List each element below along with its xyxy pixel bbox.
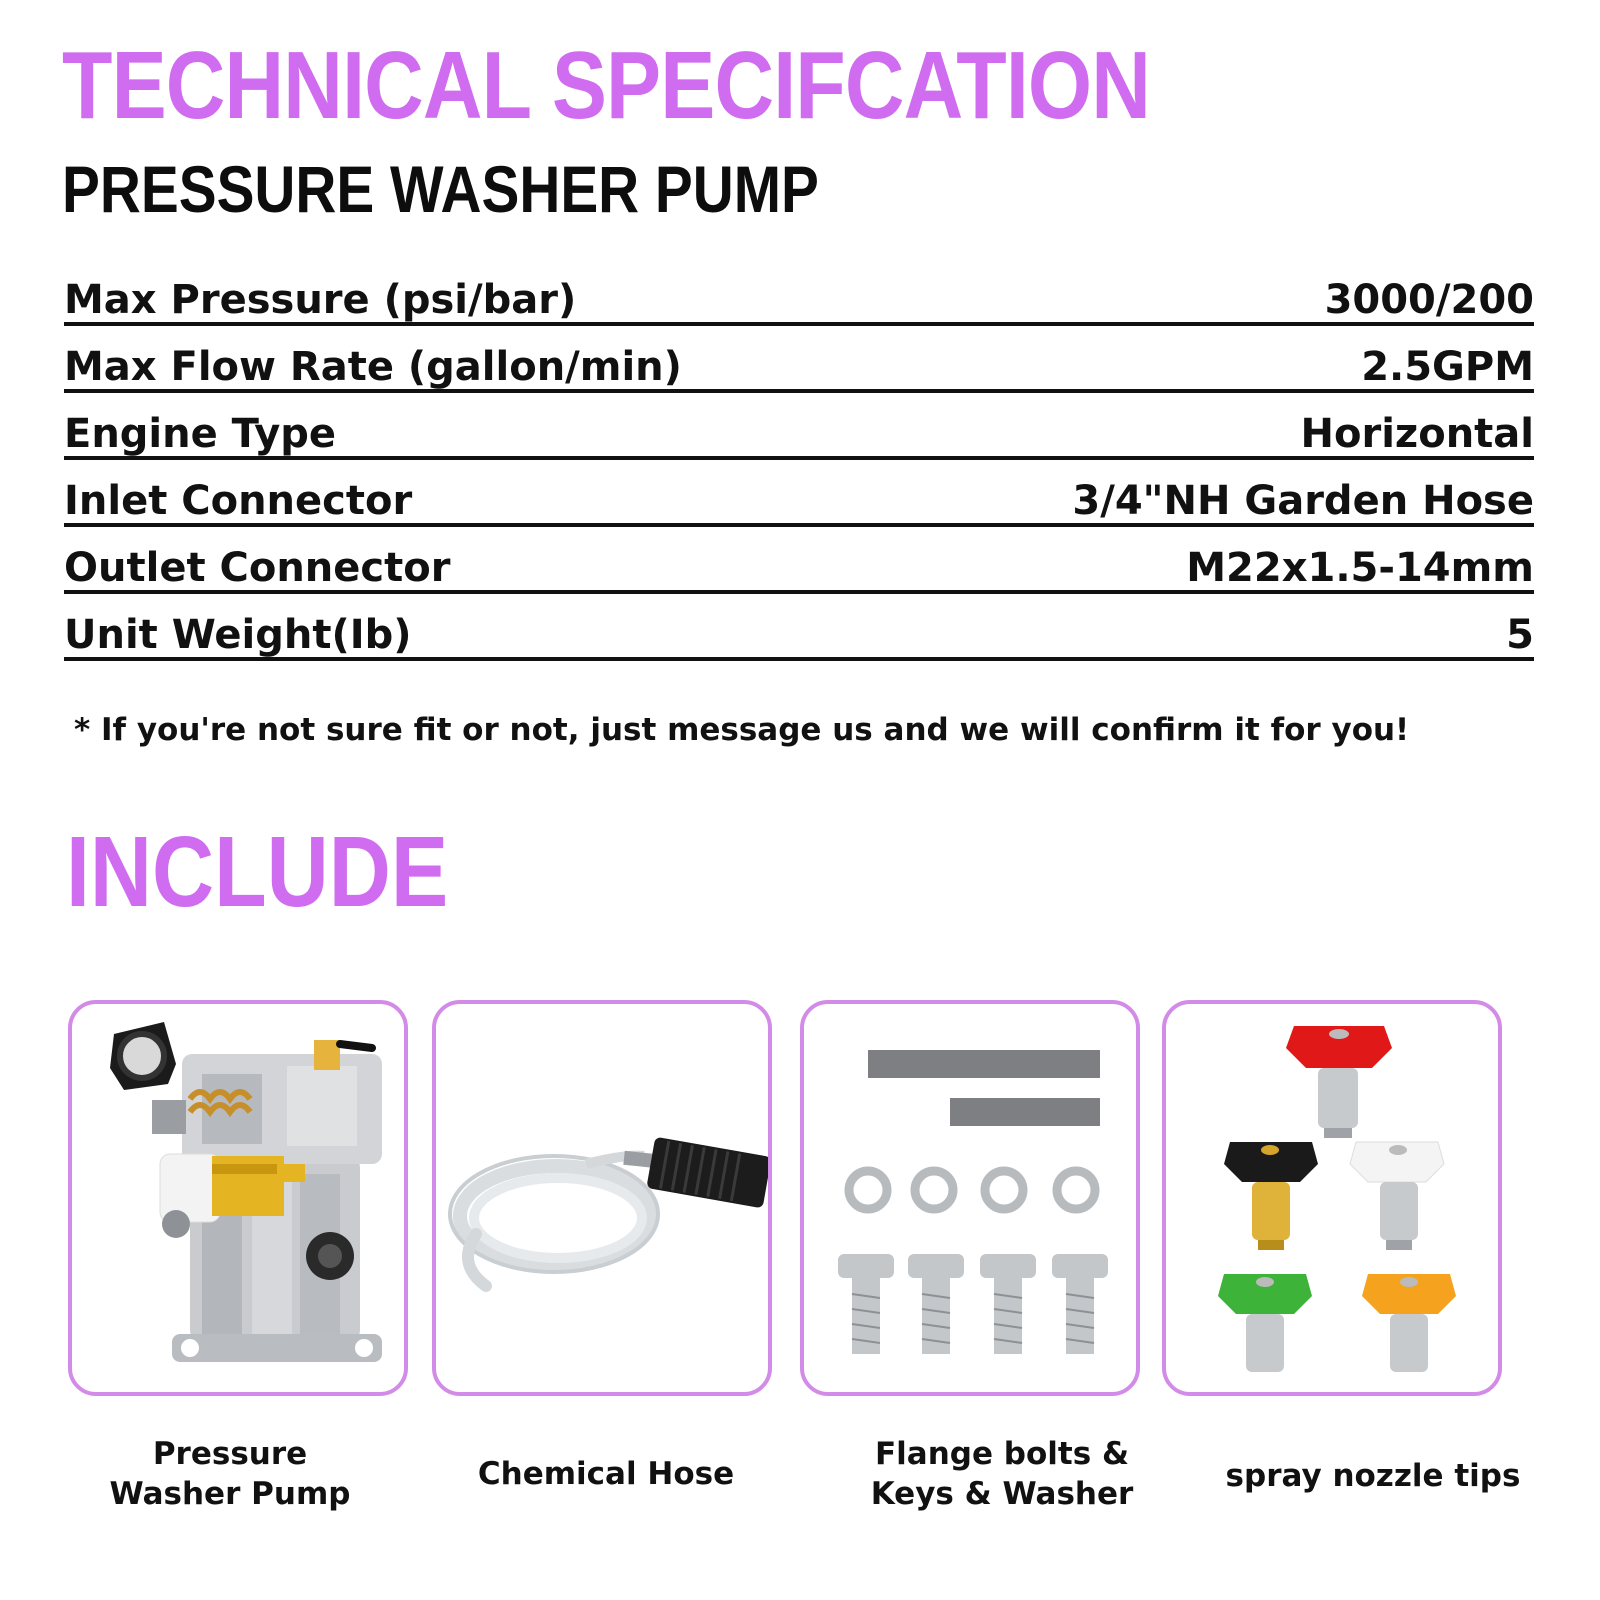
chemical-hose-image: [436, 1004, 772, 1396]
caption-line: Washer Pump: [109, 1476, 351, 1512]
pressure-washer-pump-image: [72, 1004, 408, 1396]
caption-line: Chemical Hose: [477, 1456, 735, 1492]
spec-label: Max Pressure (psi/bar): [64, 277, 577, 323]
nozzle-white: [1350, 1142, 1444, 1250]
spec-label: Outlet Connector: [64, 545, 451, 591]
include-title: INCLUDE: [66, 816, 449, 928]
spec-value: 3000/200: [1324, 277, 1534, 323]
spray-nozzle-tips-image: [1166, 1004, 1502, 1396]
page-title: TECHNICAL SPECIFCATION: [62, 32, 1151, 139]
spec-label: Unit Weight(Ib): [64, 612, 412, 658]
caption-pump: [60, 1434, 400, 1514]
caption-line: Pressure: [152, 1436, 308, 1472]
spec-value: Horizontal: [1300, 411, 1534, 457]
spec-row: [64, 262, 1534, 326]
spec-row: [64, 329, 1534, 393]
spec-label: Inlet Connector: [64, 478, 413, 524]
caption-line: Flange bolts &: [874, 1436, 1129, 1472]
caption-nozzles: [1208, 1456, 1538, 1496]
spec-table: [64, 262, 1534, 664]
flange-bolts-keys-washers-image: [804, 1004, 1140, 1396]
include-card-hose: [432, 1000, 772, 1396]
spec-row: [64, 597, 1534, 661]
caption-line: spray nozzle tips: [1225, 1458, 1521, 1494]
nozzle-red: [1286, 1026, 1392, 1138]
include-card-pump: [68, 1000, 408, 1396]
spec-label: Max Flow Rate (gallon/min): [64, 344, 682, 390]
spec-value: M22x1.5-14mm: [1186, 545, 1534, 591]
caption-hose: [436, 1454, 776, 1494]
page-subtitle: PRESSURE WASHER PUMP: [62, 152, 819, 226]
nozzle-orange: [1362, 1274, 1456, 1372]
caption-bolts: [832, 1434, 1172, 1514]
nozzle-black: [1224, 1142, 1318, 1250]
spec-value: 2.5GPM: [1361, 344, 1534, 390]
spec-value: 5: [1506, 612, 1534, 658]
spec-row: [64, 463, 1534, 527]
spec-row: [64, 396, 1534, 460]
include-card-nozzles: [1162, 1000, 1502, 1396]
spec-value: 3/4"NH Garden Hose: [1072, 478, 1534, 524]
fitment-note: * If you're not sure fit or not, just message us and we will confirm it for you!: [74, 712, 1410, 748]
caption-line: Keys & Washer: [870, 1476, 1134, 1512]
nozzle-green: [1218, 1274, 1312, 1372]
spec-row: [64, 530, 1534, 594]
include-card-bolts: [800, 1000, 1140, 1396]
spec-label: Engine Type: [64, 411, 337, 457]
